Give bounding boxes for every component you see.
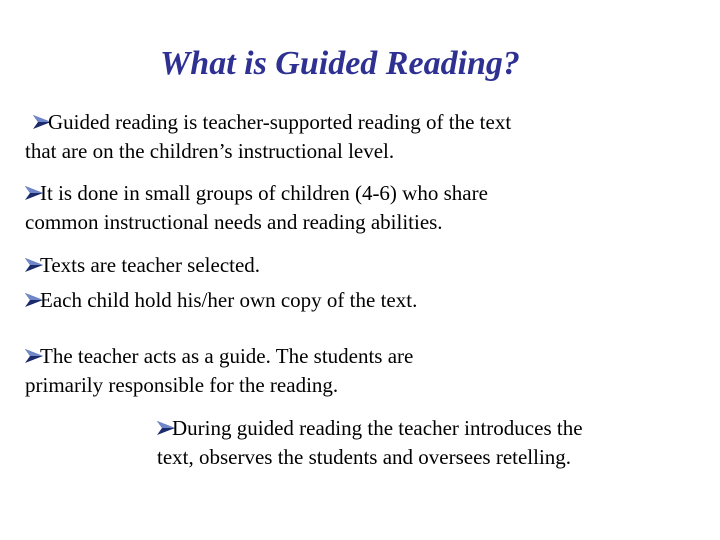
bullet-text: The teacher acts as a guide. The students are xyxy=(40,344,414,368)
bullet-text: Texts are teacher selected. xyxy=(40,253,261,277)
bullet-line xyxy=(25,286,417,315)
bullet-line xyxy=(25,137,511,166)
slide-title: What is Guided Reading? xyxy=(160,45,520,82)
bullet-line xyxy=(157,443,583,472)
bullet-item xyxy=(25,251,260,280)
bullet-text: Each child hold his/her own copy of the text. xyxy=(40,288,418,312)
bullet-item xyxy=(25,286,417,315)
bullet-item xyxy=(157,414,583,472)
bullet-line xyxy=(25,208,488,237)
bullet-text: primarily responsible for the reading. xyxy=(25,373,339,397)
bullet-text: It is done in small groups of children (4-6) who share xyxy=(40,181,488,205)
bullet-item xyxy=(25,179,488,237)
bullet-line xyxy=(25,179,488,208)
bullet-line xyxy=(25,108,511,137)
bullet-text: text, observes the students and oversees retelling. xyxy=(157,445,572,469)
bullet-line xyxy=(25,371,413,400)
bullet-item xyxy=(25,108,511,166)
bullet-text: common instructional needs and reading abilities. xyxy=(25,210,443,234)
bullet-line xyxy=(157,414,583,443)
bullet-text: Guided reading is teacher-supported reading of the text xyxy=(48,110,512,134)
bullet-line xyxy=(25,342,413,371)
bullet-item xyxy=(25,342,413,400)
bullet-text: that are on the children’s instructional level. xyxy=(25,139,395,163)
bullet-line xyxy=(25,251,260,280)
bullet-text: During guided reading the teacher introduces the xyxy=(172,416,583,440)
